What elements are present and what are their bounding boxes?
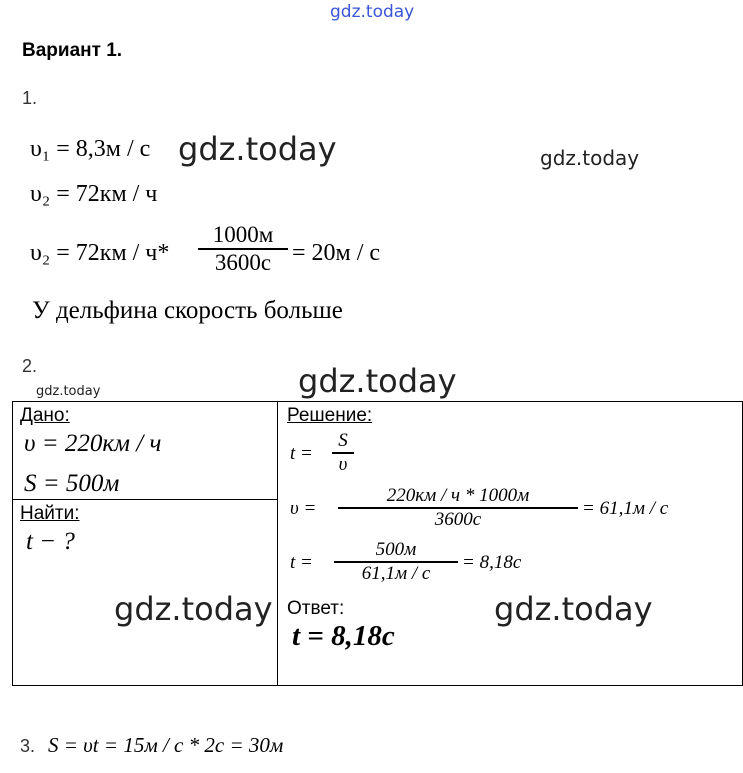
table-divider-vertical <box>277 401 278 685</box>
task3-formula: S = υt = 15м / с * 2с = 30м <box>48 733 284 757</box>
variant-heading: Вариант 1. <box>22 40 123 61</box>
task1-fraction-denominator: 3600с <box>214 249 272 275</box>
formula2-right: = 61,1м / с <box>582 498 669 519</box>
formula2-numerator: 220км / ч * 1000м <box>386 485 530 506</box>
task2-number: 2. <box>22 356 38 376</box>
find-time: t − ? <box>26 528 75 555</box>
task1-conclusion: У дельфина скорость больше <box>32 297 343 324</box>
formula1-numerator: S <box>338 430 348 451</box>
answer-value: t = 8,18с <box>292 620 395 652</box>
given-speed: υ = 220км / ч <box>24 430 162 457</box>
given-distance: S = 500м <box>24 470 120 497</box>
watermark-v2-small: gdz.today <box>36 384 101 399</box>
watermark-v2-big: gdz.today <box>298 362 457 400</box>
watermark-table-left: gdz.today <box>114 590 273 628</box>
formula1-denominator: υ <box>338 453 348 475</box>
formula3-denominator: 61,1м / с <box>361 562 431 584</box>
watermark-table-right: gdz.today <box>494 590 653 628</box>
formula3-fraction <box>334 539 458 585</box>
task1-line2: υ₂ = 72км / ч <box>30 181 158 207</box>
solution-label: Решение: <box>287 405 373 426</box>
formula2-left: υ = <box>290 498 317 519</box>
top-watermark: gdz.today <box>330 2 415 22</box>
given-label: Дано: <box>20 405 70 426</box>
formula3-right: = 8,18с <box>462 552 522 573</box>
formula1-left: t = <box>290 443 313 464</box>
watermark-v1-big: gdz.today <box>178 130 337 168</box>
task1-number: 1. <box>22 88 38 108</box>
task1-line3-left: υ₂ = 72км / ч* <box>30 240 170 266</box>
find-label: Найти: <box>20 503 80 524</box>
formula3-numerator: 500м <box>375 539 417 560</box>
watermark-v1-right: gdz.today <box>540 146 640 170</box>
table-divider-horizontal <box>12 499 278 500</box>
task1-line3-right: = 20м / с <box>292 240 381 266</box>
task1-fraction <box>198 222 288 276</box>
task3-number: 3. <box>20 736 36 756</box>
formula3-left: t = <box>290 552 313 573</box>
formula2-fraction <box>338 485 578 531</box>
task1-fraction-numerator: 1000м <box>212 222 274 247</box>
formula1-fraction <box>332 430 354 476</box>
answer-label: Ответ: <box>287 598 345 619</box>
formula2-denominator: 3600с <box>434 508 482 530</box>
task1-line1: υ₁ = 8,3м / с <box>30 136 151 162</box>
